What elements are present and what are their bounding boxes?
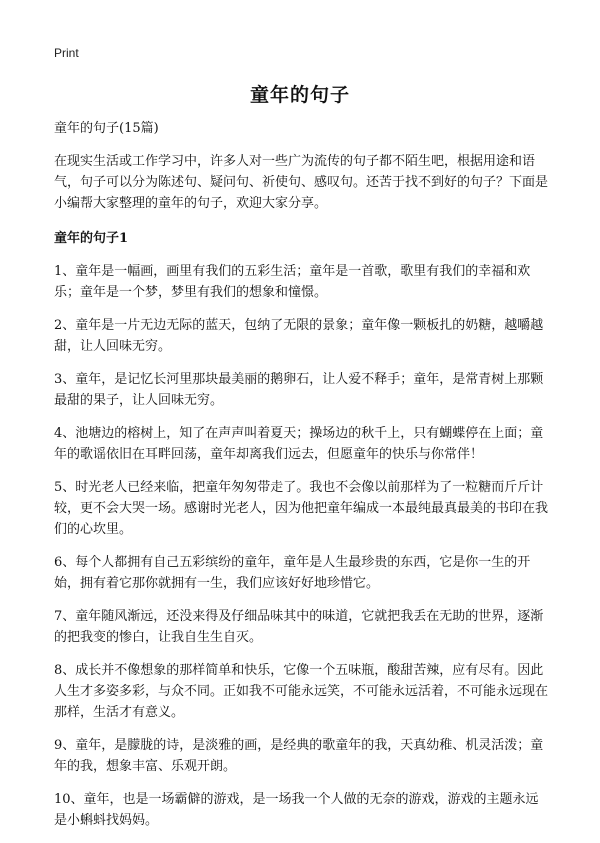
list-item: 5、时光老人已经来临，把童年匆匆带走了。我也不会像以前那样为了一粒糖而斤斤计较，更不会大哭一场。感谢时光老人，因为他把童年编成一本最纯最真最美的书印在我们的心坎里。	[54, 480, 549, 537]
list-item: 10、童年，也是一场霸僻的游戏，是一场我一个人做的无奈的游戏，游戏的主题永远是小蝌蚪找妈妈。	[54, 792, 539, 828]
list-item: 4、池塘边的榕树上，知了在声声叫着夏天；操场边的秋千上，只有蝴蝶停在上面；童年的歌谣依旧在耳畔回荡，童年却离我们远去，但愿童年的快乐与你常伴！	[54, 426, 544, 462]
section-heading: 童年的句子1	[54, 231, 129, 246]
list-item: 7、童年随风渐远，还没来得及仔细品味其中的味道，它就把我丢在无助的世界，逐渐的把我变的惨白，让我自生生自灭。	[54, 609, 544, 645]
print-link[interactable]: Print	[54, 46, 79, 60]
intro-paragraph: 在现实生活或工作学习中，许多人对一些广为流传的句子都不陌生吧，根据用途和语气，句子可以分为陈述句、疑问句、祈使句、感叹句。还苦于找不到好的句子？下面是小编帮大家整理的童年的句子，欢迎大家分享。	[54, 154, 549, 211]
article-subtitle: 童年的句子(15篇)	[54, 121, 159, 136]
page-title: 童年的句子	[249, 84, 350, 106]
list-item: 1、童年是一幅画，画里有我们的五彩生活；童年是一首歌，歌里有我们的幸福和欢乐；童年是一个梦，梦里有我们的想象和憧憬。	[54, 264, 531, 300]
sentence-list	[54, 261, 548, 831]
list-item: 9、童年，是朦胧的诗，是淡雅的画，是经典的歌童年的我，天真幼稚、机灵活泼；童年的我，想象丰富、乐观开朗。	[54, 738, 544, 774]
list-item: 8、成长并不像想象的那样简单和快乐，它像一个五味瓶，酸甜苦辣，应有尽有。因此人生才多姿多彩，与众不同。正如我不可能永远笑，不可能永远活着，不可能永远现在那样，生活才有意义。	[54, 663, 549, 720]
list-item: 3、童年，是记忆长河里那块最美丽的鹅卵石，让人爱不释手；童年，是常青树上那颗最甜的果子，让人回味无穷。	[54, 372, 544, 408]
article-body	[54, 118, 548, 843]
list-item: 6、每个人都拥有自己五彩缤纷的童年，童年是人生最珍贵的东西，它是你一生的开始，拥有着它那你就拥有一生，我们应该好好地珍惜它。	[54, 555, 531, 591]
list-item: 2、童年是一片无边无际的蓝天，包纳了无限的景象；童年像一颗板扎的奶糖，越嚼越甜，让人回味无穷。	[54, 318, 544, 354]
